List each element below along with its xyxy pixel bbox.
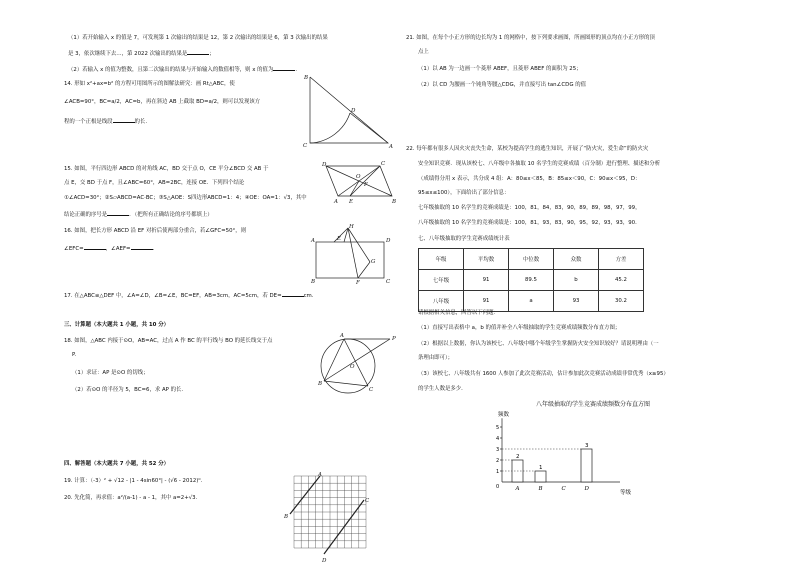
label-A: A	[318, 472, 322, 478]
q22-line11: 条理由即可）；	[418, 355, 454, 361]
label-F: F	[356, 280, 360, 286]
q13-part1: （1）若开始输入 x 的值是 7，可发现第 1 次输出的结果是 12，第 2 次输出的结果是 6，第 3 次输出的结果	[68, 35, 328, 41]
q16-line2: ∠EFC= ，∠AEF= ．	[64, 246, 158, 252]
label-E: E	[337, 236, 342, 242]
x-tick-label: C	[561, 486, 566, 492]
label-B: B	[318, 381, 323, 387]
q18-line2: P.	[72, 352, 77, 358]
q13-part1-cont: 是 3，依次继续下去…，第 2022 次输出的结果是 ；	[68, 51, 215, 57]
label-B: B	[304, 75, 309, 81]
q18-line1: 18. 如图，△ABC 内接于⊙O，AB=AC，过点 A 作 BC 的平行线与 BO 的延长线交于点	[64, 338, 273, 344]
table-cell: 45.2	[599, 270, 644, 291]
q22-table-caption: 七、八年级抽取的学生竞赛成绩统计表	[418, 236, 510, 242]
data-label: 1	[539, 465, 543, 471]
label-C: C	[303, 143, 308, 149]
q22-line6: 八年级抽取的 10 名学生的竞赛成绩是：100，81，93，83，90，95，92，93，93，90．	[418, 220, 641, 226]
q22-line4: 95≤x≤100），下面给出了部分信息：	[418, 190, 510, 196]
label-O: O	[350, 364, 355, 370]
table-cell: 91	[464, 291, 509, 312]
label-C: C	[386, 279, 391, 285]
y-tick-label: 3	[496, 447, 500, 453]
q22-line5: 七年级抽取的 10 名学生的竞赛成绩是：100，81，84，83，90，89，89，98，97，99，	[418, 205, 641, 211]
q21-line4: （2）以 CD 为腰画一个钝角等腰△CDG，并直接写出 tan∠CDG 的值	[418, 82, 587, 88]
table-header-cell: 平均数	[464, 249, 509, 270]
q17-line: 17. 在△ABC≌△DEF 中，∠A=∠D，∠B=∠E，BC=EF，AB=3cm，AC=5cm，若 DE= cm.	[64, 293, 314, 299]
label-D: D	[386, 238, 391, 244]
x-tick-label: A	[515, 486, 520, 492]
q14-triangle-figure	[300, 74, 400, 150]
label-A: A	[311, 238, 315, 244]
label-G: G	[371, 259, 376, 265]
table-header-cell: 中位数	[509, 249, 554, 270]
label-D: D	[322, 558, 327, 564]
y-tick-label: 1	[496, 469, 500, 475]
origin-label: 0	[496, 484, 500, 490]
q14-line3: 程的一个正根是线段 的长.	[64, 119, 148, 125]
label-B: B	[392, 199, 397, 205]
q18-line3: （1）求证：AP 是⊙O 的切线；	[72, 370, 149, 376]
q15-line1: 15. 如图，平行四边形 ABCD 的对角线 AC，BD 交于点 O，CE 平分∠BCD 交 AB 于	[64, 166, 269, 172]
q16-line1: 16. 如图，把长方形 ABCD 沿 EF 对折后使两部分重合，若∠GFC=50°，则	[64, 228, 247, 234]
table-cell: 91	[464, 270, 509, 291]
q22-line13: 的学生人数是多少．	[418, 386, 467, 392]
label-B: B	[311, 279, 316, 285]
table-cell: b	[554, 270, 599, 291]
table-cell: 七年级	[419, 270, 464, 291]
q22-line2: 安全知识竞赛．现从该校七、八年级中各抽取 10 名学生的竞赛成绩（百分制）进行整理、描述和分析	[418, 161, 661, 167]
table-header-cell: 众数	[554, 249, 599, 270]
label-A: A	[389, 144, 393, 150]
table-header-cell: 方差	[599, 249, 644, 270]
question-19: 19. 计算：（-3）² + √12 - |1 - 4sin60°| - (√6 - 2012)⁰.	[64, 478, 203, 484]
stats-table	[418, 248, 644, 312]
q14-line2: ∠ACB=90°，BC=a/2，AC=b，再在斜边 AB 上截取 BD=a/2，则可以发现该方	[64, 99, 261, 105]
table-row	[419, 291, 644, 312]
q22-line1: 22. 每年都有很多人因火灾丧失生命，某校为提高学生的逃生知识，开展了“防火灾，爱生命”的防火灾	[406, 146, 649, 152]
y-tick-label: 4	[496, 436, 500, 442]
label-C: C	[369, 387, 374, 393]
label-P: P	[392, 336, 396, 342]
label-B: B	[284, 514, 289, 520]
q22-line10: （2）根据以上数据，你认为该校七、八年级中哪个年级学生掌握防火安全知识较好？请说明理由（一	[418, 341, 659, 347]
table-cell: 93	[554, 291, 599, 312]
chart-ylabel: 频数	[498, 412, 510, 418]
label-A: A	[334, 199, 338, 205]
x-tick-label: D	[584, 486, 589, 492]
data-label: 2	[516, 454, 520, 460]
chart-xlabel: 等级	[620, 490, 632, 496]
table-row	[419, 270, 644, 291]
table-cell: a	[509, 291, 554, 312]
q18-circle-figure	[310, 330, 400, 400]
q13-part2: （2）若输入 x 的值为整数，且第二次输出的结果与开始输入的数值相等，则 x 的值为 ．	[68, 67, 301, 73]
q15-line3: ①∠ACD=30°；②S▱ABCD=AC·BC；③S△AOE：S四边形ABCD=1：4；④OE：OA=1：√3，其中	[64, 195, 307, 201]
q18-line4: （2）若⊙O 的半径为 5，BC=6，求 AP 的长.	[72, 387, 184, 393]
q22-line3: （成绩得分用 x 表示，共分成 4 组：A：80≤x＜85，B：85≤x＜90，C：90≤x＜95，D：	[418, 176, 641, 182]
table-header-cell: 年级	[419, 249, 464, 270]
q22-line12: （3）该校七、八年级共有 1600 人参加了此次竞赛活动，估计参加此次竞赛活动成绩非常优秀（x≥95）	[418, 371, 669, 377]
label-D: D	[322, 162, 327, 168]
bar	[581, 449, 592, 482]
label-H: H	[349, 224, 354, 230]
x-tick-label: B	[538, 486, 543, 492]
label-C: C	[381, 161, 386, 167]
data-label: 3	[585, 443, 589, 449]
q15-line2: 点 E，交 BD 于点 F，且∠ABC=60°，AB=2BC，连接 OE．下列四个结论	[64, 180, 245, 186]
section-4-heading: 四、解答题（本大题共 7 小题，共 52 分）	[64, 461, 170, 467]
q21-line1: 21. 如图，在每个小正方形的边长均为 1 的网格中，按下列要求画图，所画图形的顶点均在小正方形的顶	[406, 35, 655, 41]
table-header-row	[419, 249, 644, 270]
q22-line9: （1）直接写出表格中 a，b 的值并补全八年级抽取的学生竞赛成绩频数分布直方图；	[418, 325, 621, 331]
y-tick-label: 5	[496, 425, 500, 431]
q21-grid-figure	[284, 472, 374, 564]
histogram-chart	[484, 408, 644, 498]
q15-parallelogram-figure	[320, 160, 400, 204]
label-F: F	[364, 182, 368, 188]
q14-line1: 14. 形如 x²+ax=b² 的方程可用图所示的图解法研究：画 Rt△ABC，使	[64, 81, 235, 87]
q21-line3: （1）以 AB 为一边画一个菱形 ABEF，且菱形 ABEF 的面积为 25；	[418, 66, 582, 72]
question-20: 20. 先化简，再求值：a²/(a-1) - a - 1，其中 a=2+√3.	[64, 495, 198, 501]
table-cell: 89.5	[509, 270, 554, 291]
table-cell: 八年级	[419, 291, 464, 312]
table-cell: 30.2	[599, 291, 644, 312]
label-C: C	[365, 498, 370, 504]
bar	[535, 471, 546, 482]
label-E: E	[349, 199, 354, 205]
q15-line4: 结论正确的序号是 ．（把所有正确结论的序号都填上）	[64, 212, 213, 218]
q22-line8: 请根据相关信息，回答以下问题：	[418, 310, 499, 316]
section-3-heading: 三、计算题（本大题共 1 小题，共 10 分）	[64, 322, 170, 328]
label-O: O	[356, 174, 361, 180]
q21-line2: 点上	[418, 49, 429, 55]
y-tick-label: 2	[496, 458, 500, 464]
q16-rectangle-figure	[310, 222, 390, 284]
chart-title: 八年级抽取的学生竞赛成绩频数分布直方图	[536, 401, 651, 408]
label-A: A	[340, 333, 344, 339]
label-D: D	[351, 108, 356, 114]
